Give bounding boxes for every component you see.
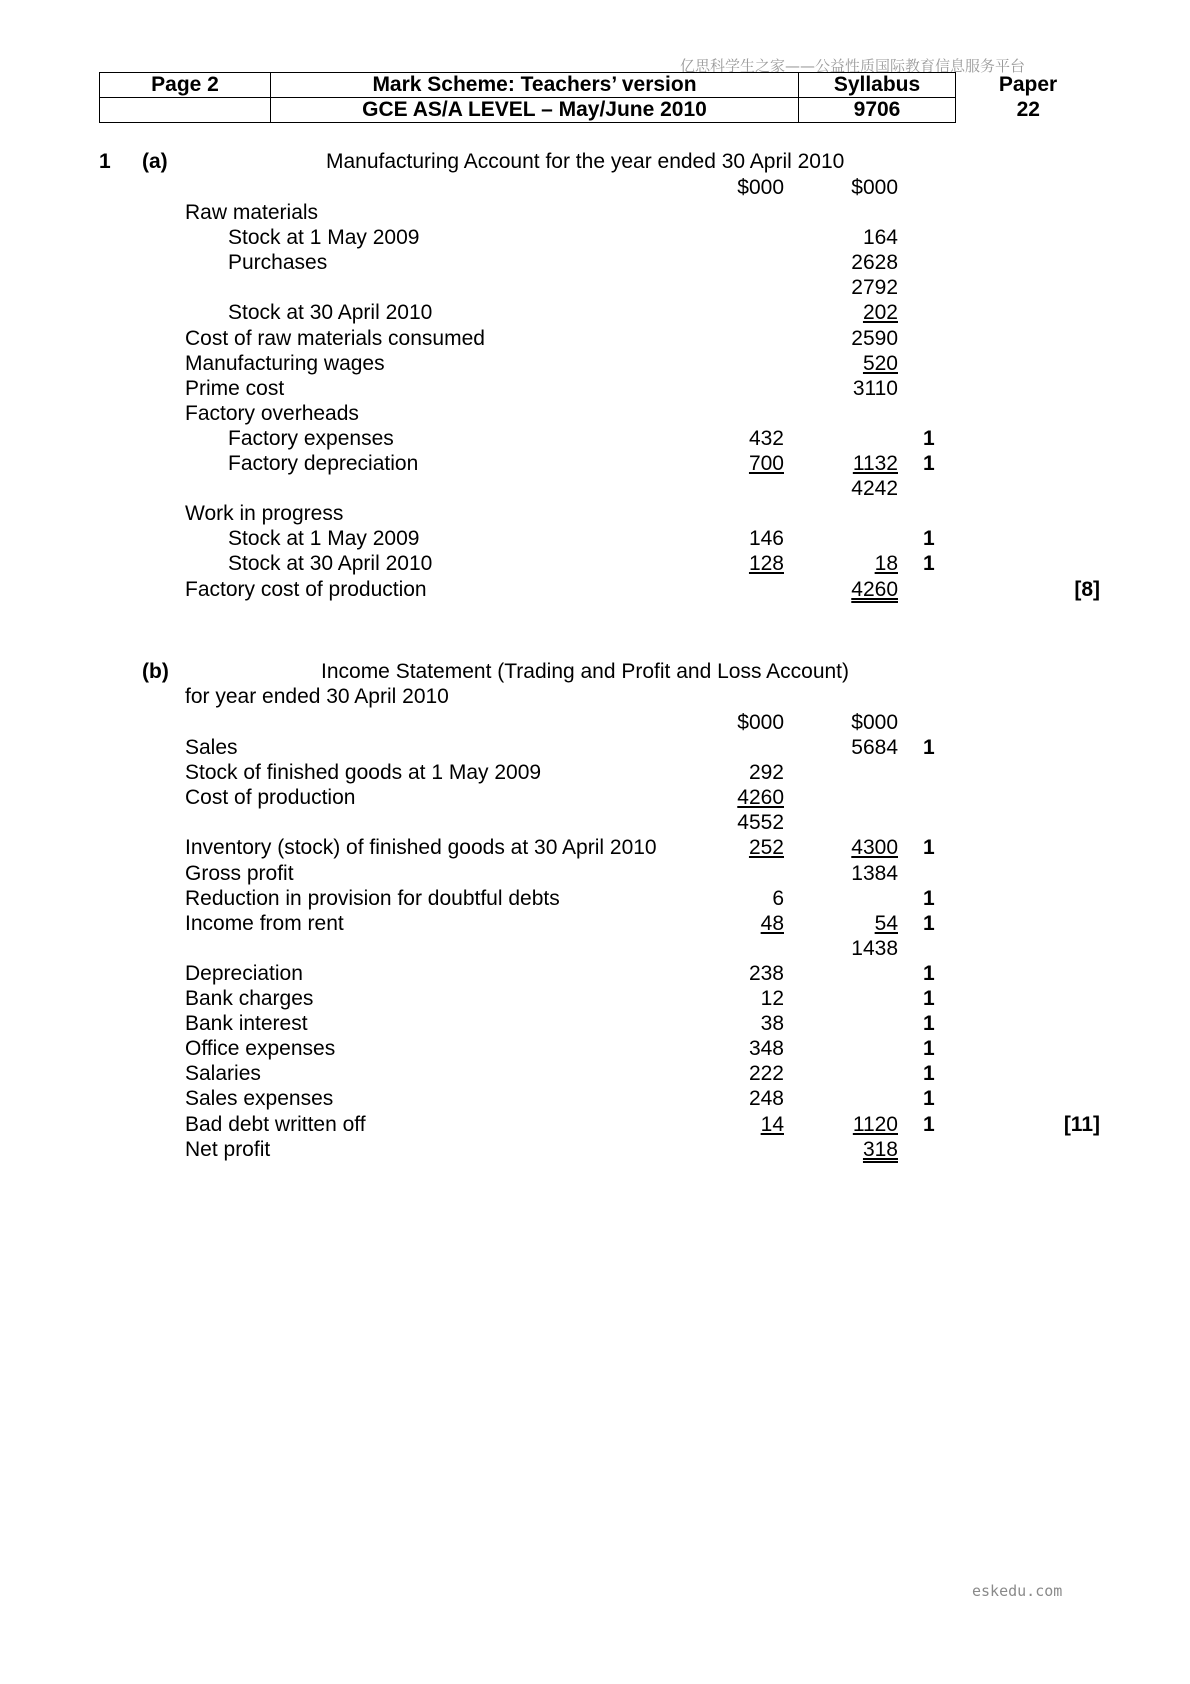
amount-value: 2590 — [851, 326, 898, 350]
amount-value: 1120 — [852, 1112, 898, 1136]
amount-col-2 — [814, 225, 898, 250]
amount-col-2 — [814, 861, 898, 886]
amount-value: 54 — [874, 911, 898, 935]
amount-col-2 — [814, 250, 898, 275]
amount-col-2 — [814, 911, 898, 936]
table-row — [0, 275, 1190, 300]
amount-col-1 — [700, 1112, 784, 1137]
row-label: Cost of raw materials consumed — [185, 326, 485, 350]
amount-col-1 — [700, 810, 784, 835]
amount-col-2 — [814, 376, 898, 401]
row-label: Net profit — [185, 1137, 271, 1161]
mark: 1 — [923, 987, 935, 1010]
mark: 1 — [923, 552, 935, 576]
amount-value: 520 — [862, 351, 898, 375]
amount-col-2 — [814, 476, 898, 501]
amount-value: 4242 — [851, 477, 898, 501]
row-label: Bad debt written off — [185, 1112, 366, 1136]
amount-col-2 — [814, 351, 898, 376]
watermark-top: 亿思科学生之家——公益性质国际教育信息服务平台 — [680, 57, 1026, 75]
amount-col-2 — [814, 1112, 898, 1137]
amount-col-1 — [700, 785, 784, 810]
row-label: Purchases — [228, 251, 328, 275]
amount-value: 252 — [748, 836, 784, 860]
amount-col-2 — [814, 735, 898, 760]
amount-col-2 — [814, 1137, 898, 1162]
mark: 1 — [923, 1062, 935, 1086]
row-label: Factory depreciation — [228, 452, 419, 475]
page-number: Page 2 — [100, 73, 271, 98]
amount-col-1 — [700, 1061, 784, 1086]
amount-value: 38 — [760, 1012, 784, 1036]
row-label: Stock at 30 April 2010 — [228, 552, 433, 576]
amount-value: 48 — [760, 911, 784, 935]
mark: 1 — [923, 426, 935, 450]
row-label: Office expenses — [185, 1037, 336, 1061]
table-row — [0, 225, 1190, 250]
syllabus-label: Syllabus — [799, 73, 956, 98]
table-row — [0, 501, 1190, 526]
part-b-label: (b) — [142, 660, 169, 683]
syllabus-code: 9706 — [799, 98, 956, 123]
amount-col-2 — [814, 326, 898, 351]
mark: 1 — [923, 452, 935, 475]
mark: 1 — [923, 1112, 935, 1136]
row-label: Salaries — [185, 1062, 261, 1086]
amount-value: 432 — [748, 426, 784, 450]
table-row — [0, 577, 1190, 602]
amount-col-1 — [700, 1086, 784, 1111]
col-header-1: $000 — [737, 711, 784, 734]
amount-value: 248 — [748, 1087, 784, 1111]
amount-col-1 — [700, 886, 784, 911]
row-label: Depreciation — [185, 961, 303, 985]
table-row — [0, 861, 1190, 886]
amount-value: 3110 — [852, 376, 898, 400]
amount-value: 292 — [748, 761, 784, 785]
amount-col-1 — [700, 526, 784, 551]
table-row — [0, 785, 1190, 810]
table-row — [0, 936, 1190, 961]
mark: 1 — [923, 527, 935, 551]
table-row — [0, 986, 1190, 1011]
mark: 1 — [923, 1087, 935, 1111]
row-label: Factory cost of production — [185, 577, 427, 601]
amount-value: 146 — [748, 527, 784, 551]
question-number: 1 — [99, 150, 111, 173]
amount-value: 2628 — [851, 251, 898, 275]
table-row — [0, 911, 1190, 936]
row-label: Bank interest — [185, 1012, 308, 1036]
row-label: Cost of production — [185, 786, 356, 810]
row-label: Sales expenses — [185, 1087, 334, 1111]
table-row — [0, 551, 1190, 576]
amount-value: 6 — [772, 886, 784, 910]
table-row — [0, 1086, 1190, 1111]
col-header-2: $000 — [851, 176, 898, 199]
mark: 1 — [923, 886, 935, 910]
amount-value: 164 — [862, 226, 898, 250]
table-row — [0, 326, 1190, 351]
table-row — [0, 1061, 1190, 1086]
mark: 1 — [923, 1012, 935, 1036]
table-row — [0, 1036, 1190, 1061]
amount-col-1 — [700, 551, 784, 576]
amount-value: 4300 — [851, 836, 898, 860]
table-row — [0, 810, 1190, 835]
table-row — [0, 401, 1190, 426]
row-label: Manufacturing wages — [185, 351, 385, 375]
amount-value: 4552 — [737, 811, 784, 835]
page-number-blank — [100, 98, 271, 123]
mark: 1 — [923, 836, 935, 860]
amount-value: 1384 — [851, 861, 898, 885]
amount-col-1 — [700, 760, 784, 785]
col-header-2: $000 — [851, 711, 898, 734]
table-row — [0, 735, 1190, 760]
table-row — [0, 961, 1190, 986]
amount-value: 2792 — [851, 276, 898, 300]
amount-col-1 — [700, 426, 784, 451]
amount-col-1 — [700, 451, 784, 476]
paper-label: Paper — [998, 73, 1058, 96]
table-row — [0, 200, 1190, 225]
table-row — [0, 835, 1190, 860]
mark: 1 — [923, 1037, 935, 1061]
amount-value: 5684 — [851, 736, 898, 759]
amount-col-2 — [814, 300, 898, 325]
row-label: Income from rent — [185, 911, 344, 935]
amount-value: 318 — [862, 1137, 898, 1161]
part-a-title: Manufacturing Account for the year ended 30 April 2010 — [326, 150, 845, 173]
amount-value: 14 — [760, 1112, 784, 1136]
amount-value: 700 — [748, 452, 784, 475]
total-mark: [8] — [1074, 577, 1100, 601]
amount-value: 348 — [748, 1037, 784, 1061]
table-row — [0, 526, 1190, 551]
part-b-title: Income Statement (Trading and Profit and Loss Account) — [321, 660, 850, 683]
amount-col-1 — [700, 1036, 784, 1061]
amount-col-1 — [700, 911, 784, 936]
amount-col-1 — [700, 961, 784, 986]
amount-value: 4260 — [737, 786, 784, 810]
amount-col-1 — [700, 835, 784, 860]
row-label: Gross profit — [185, 861, 294, 885]
table-row — [0, 426, 1190, 451]
table-row — [0, 760, 1190, 785]
amount-col-2 — [814, 451, 898, 476]
amount-col-2 — [814, 577, 898, 602]
amount-col-2 — [814, 835, 898, 860]
table-row — [0, 250, 1190, 275]
table-row — [0, 376, 1190, 401]
row-label: Prime cost — [185, 376, 285, 400]
row-label: Sales — [185, 736, 238, 759]
part-b-col-headers — [0, 710, 1190, 735]
amount-value: 4260 — [851, 577, 898, 601]
table-row — [0, 300, 1190, 325]
part-a-col-headers — [0, 175, 1190, 200]
mark: 1 — [923, 911, 935, 935]
amount-value: 128 — [748, 552, 784, 576]
paper-number: 22 — [1016, 98, 1040, 121]
row-label: Factory overheads — [185, 401, 359, 425]
amount-col-1 — [700, 986, 784, 1011]
row-label: Stock at 1 May 2009 — [228, 527, 420, 551]
mark: 1 — [923, 961, 935, 985]
row-label: Reduction in provision for doubtful debts — [185, 886, 560, 910]
amount-col-2 — [814, 275, 898, 300]
table-row — [0, 351, 1190, 376]
amount-value: 18 — [874, 552, 898, 576]
amount-col-2 — [814, 936, 898, 961]
table-row — [0, 886, 1190, 911]
row-label: Raw materials — [185, 201, 319, 224]
row-label: Stock of finished goods at 1 May 2009 — [185, 761, 542, 785]
amount-value: 222 — [748, 1062, 784, 1086]
row-label: Bank charges — [185, 987, 314, 1010]
row-label: Inventory (stock) of finished goods at 30 April 2010 — [185, 836, 657, 860]
amount-value: 202 — [862, 301, 898, 325]
table-row — [0, 476, 1190, 501]
col-header-1: $000 — [737, 176, 784, 199]
amount-value: 12 — [760, 987, 784, 1010]
part-b-subtitle: for year ended 30 April 2010 — [185, 685, 449, 708]
row-label: Stock at 1 May 2009 — [228, 226, 420, 250]
row-label: Stock at 30 April 2010 — [228, 301, 433, 325]
row-label: Factory expenses — [228, 426, 394, 450]
amount-value: 1438 — [851, 936, 898, 960]
mark: 1 — [923, 736, 935, 759]
amount-value: 1132 — [852, 452, 898, 475]
row-label: Work in progress — [185, 502, 344, 526]
part-a-label: (a) — [142, 150, 168, 173]
amount-value: 238 — [748, 961, 784, 985]
exam-session: GCE AS/A LEVEL – May/June 2010 — [271, 98, 799, 123]
amount-col-2 — [814, 551, 898, 576]
table-row — [0, 1011, 1190, 1036]
header-table — [99, 72, 1101, 123]
table-row — [0, 1137, 1190, 1162]
table-row — [0, 1112, 1190, 1137]
document-title: Mark Scheme: Teachers’ version — [271, 73, 799, 98]
watermark-bottom: eskedu.com — [972, 1582, 1063, 1600]
amount-col-1 — [700, 1011, 784, 1036]
table-row — [0, 451, 1190, 476]
total-mark: [11] — [1063, 1112, 1100, 1136]
